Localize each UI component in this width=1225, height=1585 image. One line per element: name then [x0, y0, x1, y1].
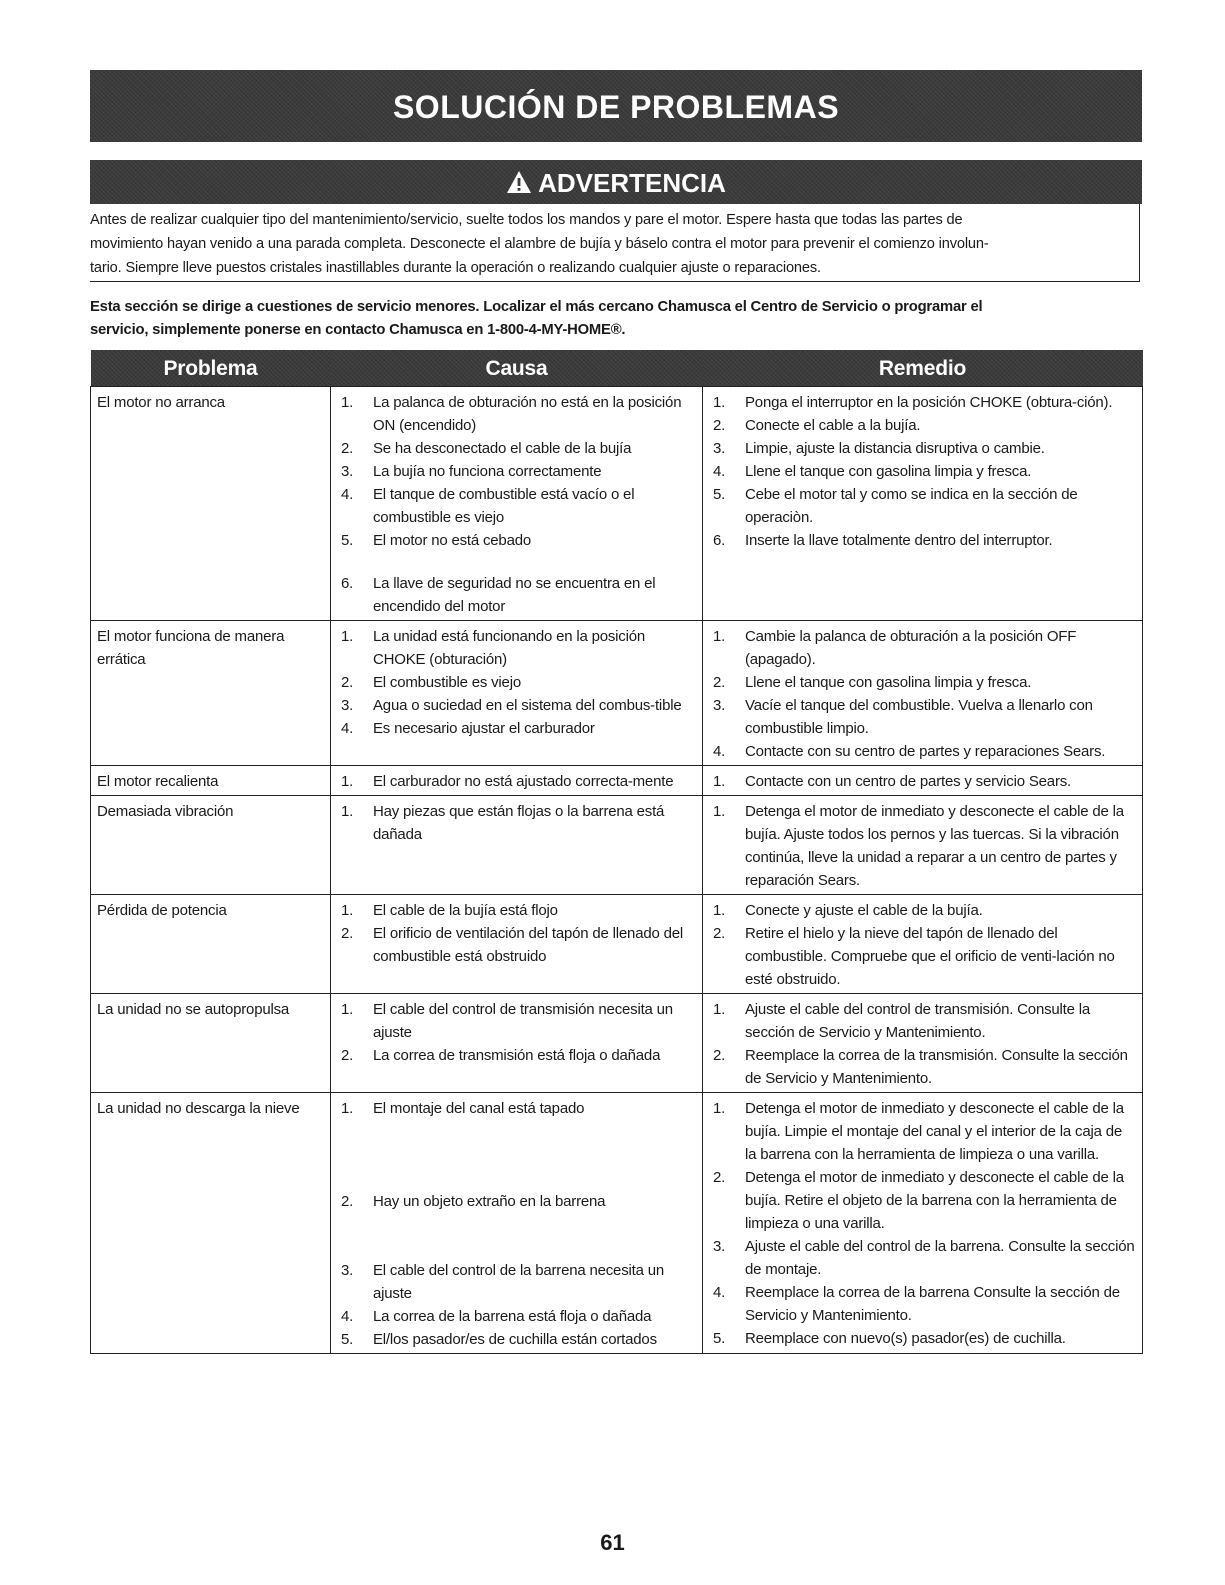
item-number: 1. [713, 394, 726, 411]
page-number: 61 [600, 1530, 625, 1555]
item-number: 6. [713, 532, 726, 549]
item-text: Llene el tanque con gasolina limpia y fresca. [745, 674, 1032, 691]
warning-box [90, 204, 1140, 282]
remedy-item [709, 625, 1136, 671]
remedy-item [709, 694, 1136, 740]
cause-item [337, 998, 696, 1044]
item-number: 2. [713, 925, 726, 942]
cause-cell [331, 766, 703, 796]
cause-item [337, 800, 696, 846]
table-header-row [91, 350, 1143, 387]
remedy-item [709, 899, 1136, 922]
remedy-cell [703, 1093, 1143, 1354]
item-text: Hay un objeto extraño en la barrena [373, 1193, 606, 1210]
cause-item [337, 572, 696, 618]
item-text: Ajuste el cable del control de transmisión. Consulte la sección de Servicio y Mantenimiento. [745, 1001, 1091, 1041]
cause-cell [331, 621, 703, 766]
item-number: 2. [341, 1193, 354, 1210]
cause-item [337, 625, 696, 671]
item-number: 2. [341, 1047, 354, 1064]
item-text: Es necesario ajustar el carburador [373, 720, 595, 737]
cause-item [337, 899, 696, 922]
item-number: 2. [341, 440, 354, 457]
item-text: El carburador no está ajustado correcta-mente [373, 773, 674, 790]
item-text: Reemplace la correa de la barrena Consulte la sección de Servicio y Mantenimiento. [745, 1284, 1120, 1324]
item-text: Agua o suciedad en el sistema del combus-tible [373, 697, 682, 714]
item-text: Se ha desconectado el cable de la bujía [373, 440, 632, 457]
item-text: El cable de la bujía está flojo [373, 902, 558, 919]
remedy-item [709, 391, 1136, 414]
warning-line: Antes de realizar cualquier tipo del mantenimiento/servicio, suelte todos los mandos y pare el motor. Espere hasta que todas las partes de [90, 212, 963, 228]
item-number: 1. [713, 1001, 726, 1018]
table-row [91, 994, 1143, 1093]
item-number: 2. [713, 674, 726, 691]
remedy-item [709, 460, 1136, 483]
problem-cell: El motor recalienta [91, 766, 331, 796]
item-text: El montaje del canal está tapado [373, 1100, 585, 1117]
warning-line: tario. Siempre lleve puestos cristales inastillables durante la operación o realizando cualquier ajuste o reparaciones. [90, 260, 821, 276]
item-number: 2. [341, 925, 354, 942]
remedy-cell [703, 895, 1143, 994]
remedy-cell [703, 621, 1143, 766]
troubleshooting-table [90, 350, 1143, 1354]
item-number: 1. [713, 1100, 726, 1117]
cause-item [337, 1328, 696, 1351]
remedy-cell [703, 387, 1143, 621]
remedy-item [709, 483, 1136, 529]
problem-cell: La unidad no se autopropulsa [91, 994, 331, 1093]
cause-item [337, 1044, 696, 1067]
item-text: La palanca de obturación no está en la posición ON (encendido) [373, 394, 682, 434]
remedy-item [709, 922, 1136, 991]
column-header-problem: Problema [91, 350, 331, 387]
remedy-cell [703, 994, 1143, 1093]
table-row [91, 621, 1143, 766]
item-number: 5. [341, 532, 354, 549]
problem-cell: Demasiada vibración [91, 796, 331, 895]
remedy-item [709, 770, 1136, 793]
item-number: 4. [341, 1308, 354, 1325]
item-number: 1. [341, 394, 354, 411]
item-text: El tanque de combustible está vacío o el combustible es viejo [373, 486, 635, 526]
cause-item [337, 391, 696, 437]
item-number: 5. [713, 486, 726, 503]
item-number: 1. [713, 628, 726, 645]
column-header-remedy: Remedio [703, 350, 1143, 387]
cause-cell [331, 895, 703, 994]
item-text: Cambie la palanca de obturación a la posición OFF (apagado). [745, 628, 1077, 668]
item-number: 3. [713, 697, 726, 714]
cause-cell [331, 796, 703, 895]
item-number: 4. [713, 463, 726, 480]
intro-line: servicio, simplemente ponerse en contacto Chamusca en 1-800-4-MY-HOME®. [90, 322, 626, 338]
item-text: Ajuste el cable del control de la barrena. Consulte la sección de montaje. [745, 1238, 1135, 1278]
item-text: Cebe el motor tal y como se indica en la sección de operaciòn. [745, 486, 1078, 526]
remedy-item [709, 740, 1136, 763]
remedy-item [709, 800, 1136, 892]
item-text: Contacte con un centro de partes y servicio Sears. [745, 773, 1072, 790]
item-text: Llene el tanque con gasolina limpia y fresca. [745, 463, 1032, 480]
remedy-item [709, 529, 1136, 552]
item-number: 1. [341, 902, 354, 919]
item-text: La bujía no funciona correctamente [373, 463, 602, 480]
table-row [91, 387, 1143, 621]
item-text: Detenga el motor de inmediato y desconecte el cable de la bujía. Ajuste todos los pernos y las tuercas. Si la vibración continúa, lleve la unidad a reparar a un centro de partes y reparación Sears. [745, 803, 1124, 889]
page-title-banner [90, 70, 1142, 142]
remedy-item [709, 1166, 1136, 1235]
cause-item [337, 671, 696, 694]
item-text: La correa de la barrena está floja o dañada [373, 1308, 652, 1325]
table-body [91, 387, 1143, 1354]
cause-item [337, 1305, 696, 1328]
remedy-item [709, 1097, 1136, 1166]
item-text: Detenga el motor de inmediato y desconecte el cable de la bujía. Retire el objeto de la barrena con la herramienta de limpieza o una varilla. [745, 1169, 1124, 1232]
item-number: 2. [713, 417, 726, 434]
remedy-item [709, 1235, 1136, 1281]
item-text: Reemplace con nuevo(s) pasador(es) de cuchilla. [745, 1330, 1066, 1347]
item-number: 1. [713, 773, 726, 790]
item-number: 3. [713, 440, 726, 457]
item-text: Reemplace la correa de la transmisión. Consulte la sección de Servicio y Mantenimiento. [745, 1047, 1128, 1087]
item-number: 1. [341, 628, 354, 645]
remedy-item [709, 1281, 1136, 1327]
warning-heading: ADVERTENCIA [538, 168, 726, 198]
cause-item [337, 529, 696, 552]
item-number: 4. [341, 486, 354, 503]
page-title: SOLUCIÓN DE PROBLEMAS [392, 89, 840, 125]
item-text: Conecte el cable a la bujía. [745, 417, 921, 434]
item-number: 4. [341, 720, 354, 737]
item-text: El cable del control de la barrena necesita un ajuste [373, 1262, 664, 1302]
item-text: Inserte la llave totalmente dentro del interruptor. [745, 532, 1053, 549]
remedy-cell [703, 766, 1143, 796]
item-number: 3. [713, 1238, 726, 1255]
item-number: 1. [713, 902, 726, 919]
item-text: El/los pasador/es de cuchilla están cortados [373, 1331, 657, 1348]
cause-item [337, 1259, 696, 1305]
warning-line: movimiento hayan venido a una parada completa. Desconecte el alambre de bujía y báselo contra el motor para prevenir el comienzo involun- [90, 236, 989, 252]
item-text: El motor no está cebado [373, 532, 531, 549]
remedy-item [709, 437, 1136, 460]
item-text: El combustible es viejo [373, 674, 521, 691]
item-text: La correa de transmisión está floja o dañada [373, 1047, 661, 1064]
item-number: 3. [341, 1262, 354, 1279]
cause-item [337, 1097, 696, 1120]
item-text: La unidad está funcionando en la posición CHOKE (obturación) [373, 628, 646, 668]
cause-item [337, 770, 696, 793]
warning-text [90, 208, 1130, 280]
cause-item [337, 437, 696, 460]
cause-cell [331, 387, 703, 621]
item-number: 1. [341, 773, 354, 790]
item-number: 1. [341, 1100, 354, 1117]
intro-line: Esta sección se dirige a cuestiones de servicio menores. Localizar el más cercano Chamusca el Centro de Servicio o programar el [90, 299, 983, 315]
item-text: Vacíe el tanque del combustible. Vuelva a llenarlo con combustible limpio. [745, 697, 1093, 737]
cause-item [337, 483, 696, 529]
item-number: 2. [341, 674, 354, 691]
column-header-cause: Causa [331, 350, 703, 387]
remedy-item [709, 998, 1136, 1044]
item-number: 5. [341, 1331, 354, 1348]
item-text: Detenga el motor de inmediato y desconecte el cable de la bujía. Limpie el montaje del canal y el interior de la caja de la barrena con la herramienta de limpieza o una varilla. [745, 1100, 1124, 1163]
item-number: 3. [341, 697, 354, 714]
problem-cell: La unidad no descarga la nieve [91, 1093, 331, 1354]
cause-item [337, 922, 696, 968]
item-number: 1. [341, 1001, 354, 1018]
item-text: El orificio de ventilación del tapón de llenado del combustible está obstruido [373, 925, 684, 965]
item-text: Hay piezas que están flojas o la barrena está dañada [373, 803, 665, 843]
cause-item [337, 717, 696, 740]
remedy-cell [703, 796, 1143, 895]
remedy-item [709, 414, 1136, 437]
item-text: Retire el hielo y la nieve del tapón de llenado del combustible. Compruebe que el orificio de venti-lación no esté obstruido. [745, 925, 1115, 988]
table-row [91, 796, 1143, 895]
item-text: Ponga el interruptor en la posición CHOKE (obtura-ción). [745, 394, 1113, 411]
warning-triangle-icon [506, 170, 532, 194]
item-text: Contacte con su centro de partes y reparaciones Sears. [745, 743, 1106, 760]
table-row [91, 1093, 1143, 1354]
cause-cell [331, 994, 703, 1093]
item-number: 1. [713, 803, 726, 820]
cause-cell [331, 1093, 703, 1354]
problem-cell: El motor funciona de manera errática [91, 621, 331, 766]
remedy-item [709, 1327, 1136, 1350]
item-number: 4. [713, 1284, 726, 1301]
item-text: El cable del control de transmisión necesita un ajuste [373, 1001, 673, 1041]
item-text: Limpie, ajuste la distancia disruptiva o cambie. [745, 440, 1045, 457]
item-text: La llave de seguridad no se encuentra en el encendido del motor [373, 575, 656, 615]
item-number: 3. [341, 463, 354, 480]
item-number: 6. [341, 575, 354, 592]
item-number: 2. [713, 1047, 726, 1064]
item-number: 2. [713, 1169, 726, 1186]
item-number: 1. [341, 803, 354, 820]
intro-paragraph [90, 296, 1142, 342]
warning-banner [90, 160, 1142, 204]
item-number: 4. [713, 743, 726, 760]
table-row [91, 766, 1143, 796]
cause-item [337, 1190, 696, 1213]
table-row [91, 895, 1143, 994]
problem-cell: El motor no arranca [91, 387, 331, 621]
problem-cell: Pérdida de potencia [91, 895, 331, 994]
remedy-item [709, 671, 1136, 694]
cause-item [337, 694, 696, 717]
item-text: Conecte y ajuste el cable de la bujía. [745, 902, 983, 919]
item-number: 5. [713, 1330, 726, 1347]
remedy-item [709, 1044, 1136, 1090]
cause-item [337, 460, 696, 483]
